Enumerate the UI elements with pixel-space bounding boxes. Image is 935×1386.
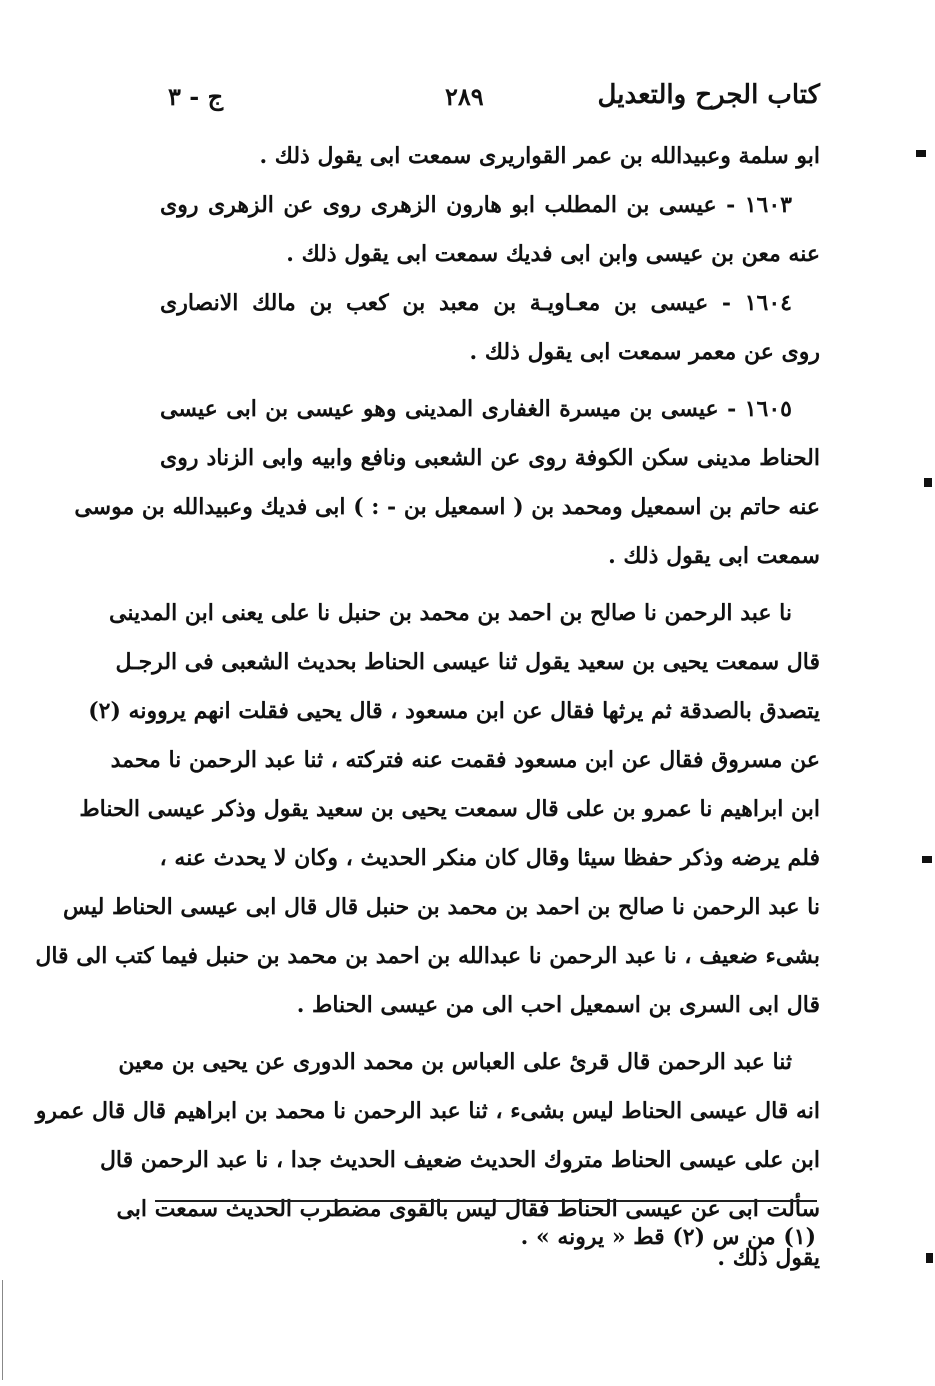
entry-heading-1603: ١٦٠٣ - عيسى بن المطلب ابو هارون الزهرى روى عن الزهرى روى [160,192,792,218]
text-line: ابن على عيسى الحناط متروك الحديث ضعيف الحديث جدا ، نا عبد الرحمن قال [99,1147,820,1173]
footnote: (١) من س (٢) قط « يرونه » . [520,1224,816,1250]
paragraph-start: نا عبد الرحمن نا صالح بن احمد بن محمد بن حنبل نا على يعنى ابن المدينى [109,600,792,626]
text-line: بشىء ضعيف ، نا عبد الرحمن نا عبدالله بن احمد بن محمد بن حنبل فيما كتب الى قال [35,943,820,969]
page-number: ٢٨٩ [445,82,484,111]
text-line: انه قال عيسى الحناط ليس بشىء ، ثنا عبد الرحمن نا محمد بن ابراهيم قال قال عمرو [35,1098,820,1124]
text-line: قال ابى السرى بن اسمعيل احب الى من عيسى الحناط . [296,992,820,1018]
text-line: يقول ذلك . [717,1245,820,1271]
paragraph-start: ثنا عبد الرحمن قال قرئ على العباس بن محمد الدورى عن يحيى بن معين [118,1049,792,1075]
text-line: ابو سلمة وعبيدالله بن عمر القواريرى سمعت ابى يقول ذلك . [259,143,820,169]
text-line: عنه حاتم بن اسمعيل ومحمد بن ( اسمعيل بن - : ) ابى فديك وعبيدالله بن موسى [74,494,820,520]
main-text [35,132,820,1283]
margin-mark [924,478,932,487]
book-title: كتاب الجرح والتعديل [597,80,820,110]
volume-label: ج - ٣ [168,82,224,111]
margin-mark [926,1253,933,1263]
text-line: سألت ابى عن عيسى الحناط فقال ليس بالقوى مضطرب الحديث سمعت ابى [116,1196,820,1222]
entry-heading-1604: ١٦٠٤ - عيسى بن معـاويـة بن معبد بن كعب بن مالك الانصارى [160,290,792,316]
footnote-rule [155,1200,817,1202]
text-line: يتصدق بالصدقة ثم يرثها فقال عن ابن مسعود ، قال يحيى فقلت انهم يروونه (٢) [88,698,820,724]
text-line: قال سمعت يحيى بن سعيد يقول ثنا عيسى الحناط بحديث الشعبى فى الرجـل [115,649,820,675]
text-line: عن مسروق فقال عن ابن مسعود فقمت عنه فتركته ، ثنا عبد الرحمن نا محمد [110,747,820,773]
text-line: فلم يرضه وذكر حفظا سيئا وقال كان منكر الحديث ، وكان لا يحدث عنه ، [159,845,820,871]
margin-mark [916,150,926,157]
text-line: الحناط مدينى سكن الكوفة روى عن الشعبى ونافع وابيه وابى الزناد روى [160,445,820,471]
margin-mark [922,856,932,863]
scan-edge [2,1280,3,1380]
text-line: روى عن معمر سمعت ابى يقول ذلك . [469,339,820,365]
entry-heading-1605: ١٦٠٥ - عيسى بن ميسرة الغفارى المدينى وهو عيسى بن ابى عيسى [160,396,792,422]
text-line: عنه معن بن عيسى وابن ابى فديك سمعت ابى يقول ذلك . [286,241,820,267]
text-line: سمعت ابى يقول ذلك . [608,543,820,569]
running-header [160,80,820,124]
text-line: نا عبد الرحمن نا صالح بن احمد بن محمد بن حنبل قال قال ابى عيسى الحناط ليس [62,894,820,920]
text-line: ابن ابراهيم نا عمرو بن على قال سمعت يحيى بن سعيد يقول وذكر عيسى الحناط [79,796,820,822]
